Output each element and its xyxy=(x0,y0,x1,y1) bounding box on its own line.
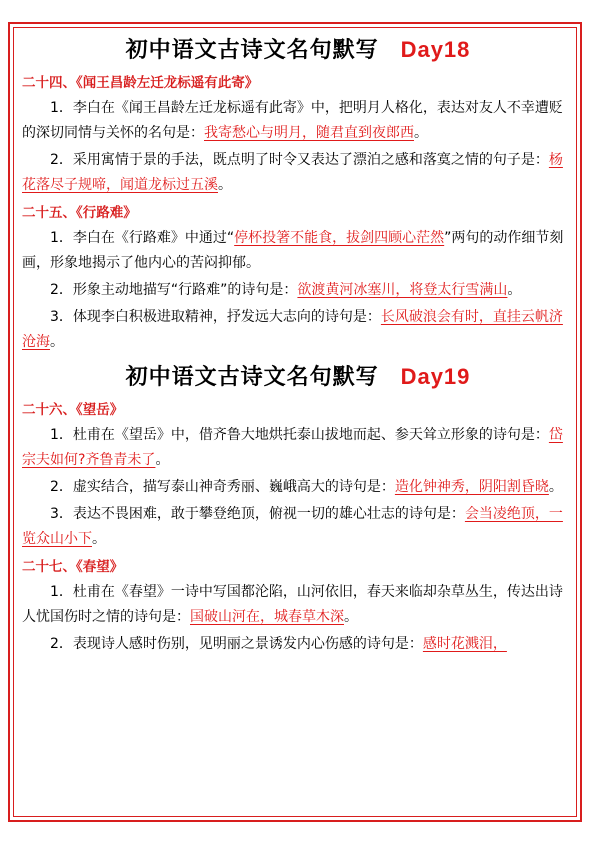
question-tail: ”两句的动作细节刻画，形象地揭示了他内心的苦闷抑郁。 xyxy=(22,230,564,271)
worksheet xyxy=(22,30,574,659)
question-tail: 。 xyxy=(414,125,428,141)
question-text: 1．李白在《行路难》中通过“ xyxy=(50,230,235,246)
question xyxy=(22,226,574,276)
question xyxy=(22,148,574,198)
question xyxy=(22,475,574,500)
question-text: 3．体现李白积极进取精神，抒发远大志向的诗句是： xyxy=(50,309,381,325)
question-text: 1．杜甫在《春望》一诗中写国都沦陷，山河依旧，春天来临却杂草丛生，传达出诗人忧国伤时之情的诗句是： xyxy=(22,584,563,625)
question-tail: 。 xyxy=(50,334,64,350)
question-text: 1．李白在《闻王昌龄左迁龙标遥有此寄》中，把明月人格化，表达对友人不幸遭贬的深切同情与关怀的名句是： xyxy=(22,100,563,141)
question-text: 1．杜甫在《望岳》中，借齐鲁大地烘托泰山拔地而起、参天耸立形象的诗句是： xyxy=(50,427,549,443)
day19-label: Day19 xyxy=(400,364,471,389)
section-heading: 二十七、《春望》 xyxy=(22,559,124,575)
question-text: 2．虚实结合，描写泰山神奇秀丽、巍峨高大的诗句是： xyxy=(50,479,395,495)
section-heading: 二十五、《行路难》 xyxy=(22,205,137,221)
question xyxy=(22,502,574,552)
question xyxy=(22,96,574,146)
question-text: 2．表现诗人感时伤别，见明丽之景诱发内心伤感的诗句是： xyxy=(50,636,423,652)
question xyxy=(22,580,574,630)
question-tail: 。 xyxy=(344,609,358,625)
answer-text: 长风破浪会有时，直挂云帆济沧海 xyxy=(22,309,563,350)
section-heading: 二十六、《望岳》 xyxy=(22,402,124,418)
answer-text: 杨花落尽子规啼，闻道龙标过五溪 xyxy=(22,152,563,193)
answer-text: 我寄愁心与明月，随君直到夜郎西 xyxy=(204,125,414,141)
question xyxy=(22,423,574,473)
question-tail: 。 xyxy=(92,531,106,547)
question-tail: 。 xyxy=(548,479,563,495)
question xyxy=(22,278,574,303)
question-text: 2．采用寓情于景的手法，既点明了时令又表达了漂泊之感和落寞之情的句子是： xyxy=(50,152,549,168)
question xyxy=(22,632,574,657)
day18-title-text: 初中语文古诗文名句默写 xyxy=(125,38,379,63)
question-tail: 。 xyxy=(155,452,170,468)
answer-text: 造化钟神秀，阴阳割昏晓 xyxy=(394,479,549,495)
answer-text: 国破山河在，城春草木深 xyxy=(190,609,344,625)
question-tail: 。 xyxy=(507,282,522,298)
day18-title xyxy=(22,30,574,70)
answer-text: 感时花溅泪， xyxy=(422,636,507,652)
answer-text: 欲渡黄河冰塞川，将登太行雪满山 xyxy=(297,282,508,298)
answer-text: 会当凌绝顶，一览众山小下 xyxy=(22,506,563,547)
answer-text: 停杯投箸不能食，拔剑四顾心茫然 xyxy=(234,230,445,246)
question-text: 2．形象主动地描写“行路难”的诗句是： xyxy=(50,282,298,298)
day19-title xyxy=(22,357,574,397)
section-heading: 二十四、《闻王昌龄左迁龙标遥有此寄》 xyxy=(22,75,259,91)
answer-text: 岱宗夫如何?齐鲁青未了 xyxy=(22,427,563,468)
question-tail: 。 xyxy=(218,177,232,193)
day19-title-text: 初中语文古诗文名句默写 xyxy=(125,365,379,390)
question xyxy=(22,305,574,355)
question-text: 3．表达不畏困难，敢于攀登绝顶，俯视一切的雄心壮志的诗句是： xyxy=(50,506,465,522)
day18-label: Day18 xyxy=(400,37,471,62)
